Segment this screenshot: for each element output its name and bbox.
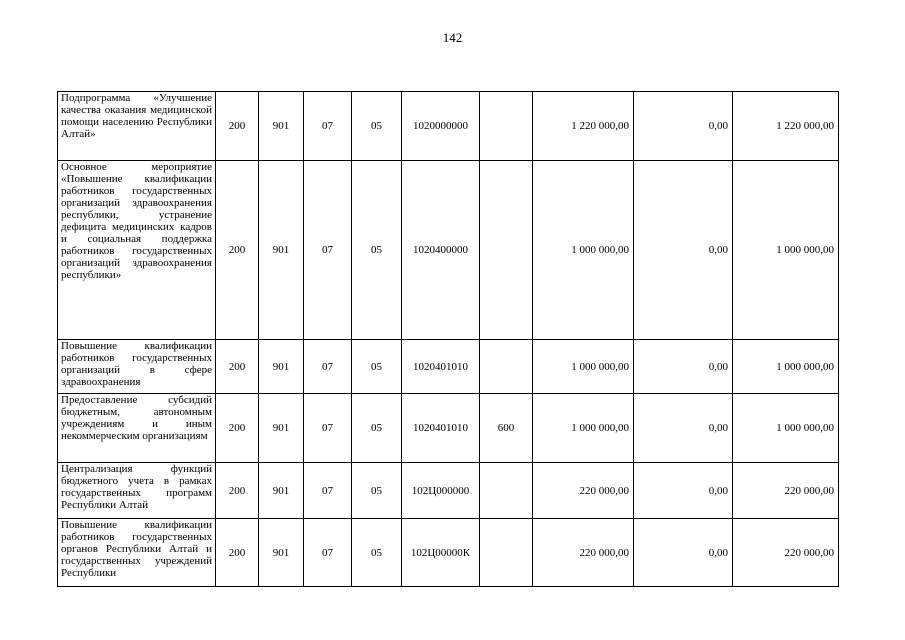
expense-code: 600 xyxy=(480,394,533,463)
admin-code: 200 xyxy=(216,340,259,394)
table-row xyxy=(58,340,839,394)
table-row xyxy=(58,161,839,340)
sum-2: 0,00 xyxy=(634,92,733,161)
target-code: 1020401010 xyxy=(402,340,480,394)
row-name: Повышение квалификации работников государственных органов Республики Алтай и государственных учреждений Республики xyxy=(58,519,216,587)
page-number: 142 xyxy=(442,30,463,45)
admin-code: 200 xyxy=(216,161,259,340)
subsection-code: 05 xyxy=(352,161,402,340)
sum-3: 1 000 000,00 xyxy=(733,340,839,394)
subsection-code: 05 xyxy=(352,92,402,161)
target-code: 102Ц00000К xyxy=(402,519,480,587)
subsection-code: 05 xyxy=(352,394,402,463)
ministry-code: 901 xyxy=(259,519,304,587)
sum-1: 1 000 000,00 xyxy=(533,394,634,463)
section-code: 07 xyxy=(304,92,352,161)
sum-2: 0,00 xyxy=(634,394,733,463)
sum-3: 1 220 000,00 xyxy=(733,92,839,161)
row-name: Повышение квалификации работников государственных организаций в сфере здравоохранения xyxy=(58,340,216,394)
expense-code xyxy=(480,161,533,340)
sum-1: 1 000 000,00 xyxy=(533,161,634,340)
target-code: 1020000000 xyxy=(402,92,480,161)
row-name: Предоставление субсидий бюджетным, автономным учреждениям и иным некоммерческим организациям xyxy=(58,394,216,463)
sum-3: 220 000,00 xyxy=(733,463,839,519)
target-code: 102Ц000000 xyxy=(402,463,480,519)
sum-1: 1 220 000,00 xyxy=(533,92,634,161)
admin-code: 200 xyxy=(216,92,259,161)
section-code: 07 xyxy=(304,340,352,394)
ministry-code: 901 xyxy=(259,161,304,340)
ministry-code: 901 xyxy=(259,394,304,463)
sum-2: 0,00 xyxy=(634,463,733,519)
sum-2: 0,00 xyxy=(634,161,733,340)
section-code: 07 xyxy=(304,394,352,463)
table-row xyxy=(58,92,839,161)
admin-code: 200 xyxy=(216,463,259,519)
ministry-code: 901 xyxy=(259,463,304,519)
sum-3: 220 000,00 xyxy=(733,519,839,587)
row-name: Централизация функций бюджетного учета в рамках государственных программ Республики Алтай xyxy=(58,463,216,519)
target-code: 1020401010 xyxy=(402,394,480,463)
section-code: 07 xyxy=(304,463,352,519)
expense-code xyxy=(480,92,533,161)
expense-code xyxy=(480,340,533,394)
budget-table xyxy=(57,91,839,587)
section-code: 07 xyxy=(304,519,352,587)
table-row xyxy=(58,394,839,463)
row-name: Подпрограмма «Улучшение качества оказания медицинской помощи населению Республики Алтай» xyxy=(58,92,216,161)
sum-3: 1 000 000,00 xyxy=(733,161,839,340)
table-row xyxy=(58,463,839,519)
ministry-code: 901 xyxy=(259,340,304,394)
admin-code: 200 xyxy=(216,519,259,587)
sum-3: 1 000 000,00 xyxy=(733,394,839,463)
target-code: 1020400000 xyxy=(402,161,480,340)
table-row xyxy=(58,519,839,587)
expense-code xyxy=(480,463,533,519)
sum-2: 0,00 xyxy=(634,519,733,587)
subsection-code: 05 xyxy=(352,340,402,394)
subsection-code: 05 xyxy=(352,519,402,587)
section-code: 07 xyxy=(304,161,352,340)
expense-code xyxy=(480,519,533,587)
sum-1: 1 000 000,00 xyxy=(533,340,634,394)
sum-1: 220 000,00 xyxy=(533,463,634,519)
admin-code: 200 xyxy=(216,394,259,463)
sum-2: 0,00 xyxy=(634,340,733,394)
subsection-code: 05 xyxy=(352,463,402,519)
ministry-code: 901 xyxy=(259,92,304,161)
sum-1: 220 000,00 xyxy=(533,519,634,587)
row-name: Основное мероприятие «Повышение квалификации работников государственных организаций здравоохранения республики, устранение дефицита медицинских кадров и социальная поддержка работников государственных организаций здравоохранения республики» xyxy=(58,161,216,340)
